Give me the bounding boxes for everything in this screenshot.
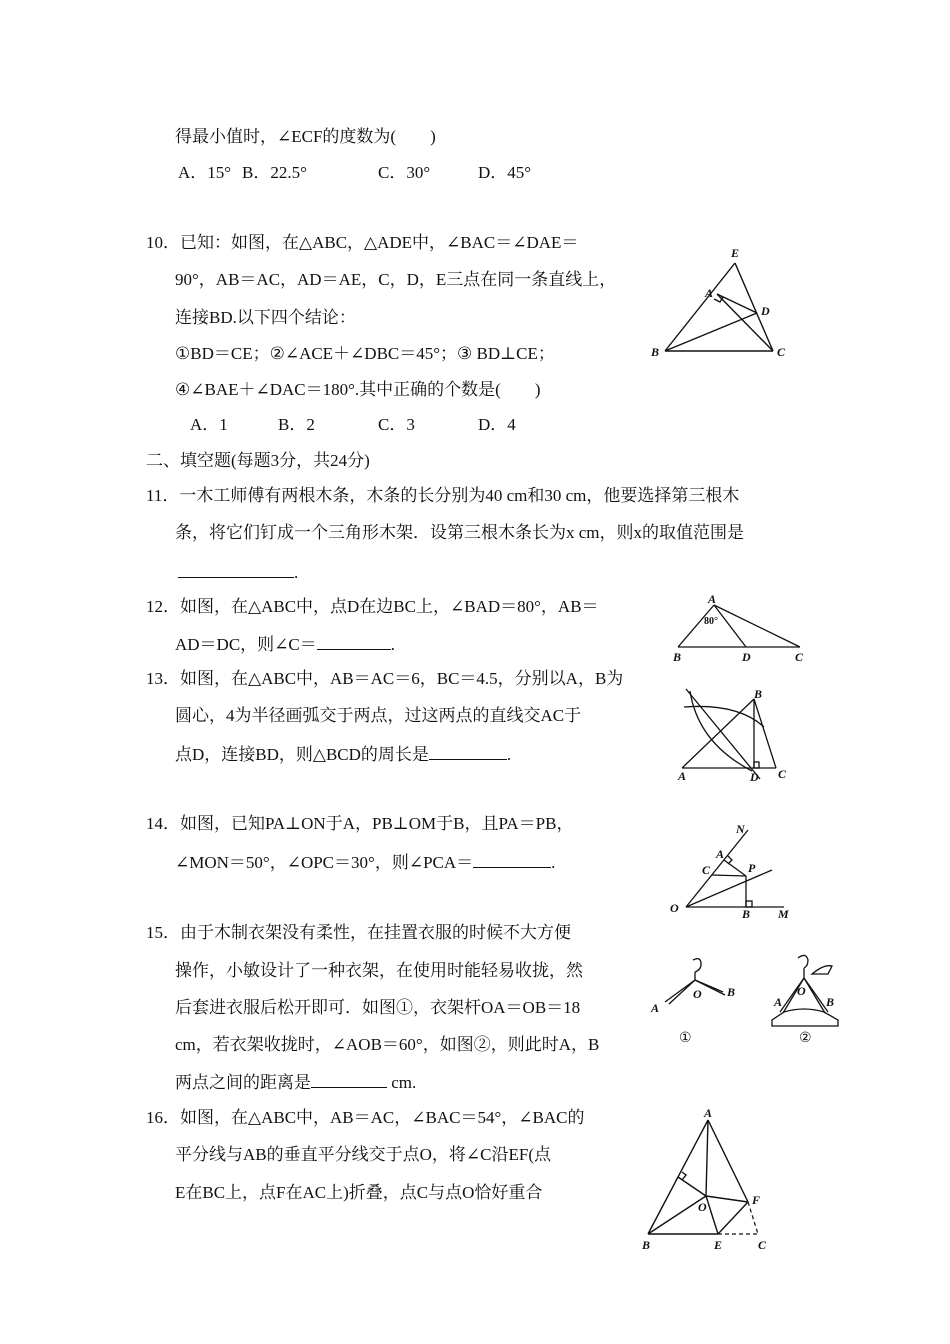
q14-label-p: P [748,861,756,875]
q9-option-c: C．30° [378,163,431,182]
q16-label-c: C [758,1238,767,1252]
q11-line-1: 11．一木工师傅有两根木条，木条的长分别为40 cm和30 cm，他要选择第三根木 [146,486,740,505]
q16-label-o: O [698,1200,707,1214]
q14-label-m: M [778,907,789,921]
q13-label-d: D [750,770,759,784]
q13-label-b: B [754,687,763,701]
q15-fig2-number: ② [799,1031,812,1046]
q12-figure [668,593,810,665]
q15-line-4: cm，若衣架收拢时，∠AOB＝60°，如图②，则此时A，B [175,1035,600,1054]
q12-label-b: B [673,650,682,664]
q15-end: cm. [387,1073,417,1092]
q14-label-a: A [716,847,725,861]
q13-figure [668,683,798,785]
q15-fig1-label-b: B [727,985,736,999]
q15-figure-1 [645,952,745,1052]
q12-answer-blank[interactable] [317,633,391,650]
q11-line-2: 条，将它们钉成一个三角形木架．设第三根木条长为x cm，则x的取值范围是 [175,523,745,542]
q9-option-a: A．15° [178,163,232,182]
q15-fig2-label-o: O [797,984,806,998]
q15-answer-blank[interactable] [311,1071,387,1088]
q12-end: . [390,635,396,654]
q16-label-a: A [704,1106,713,1120]
q9-option-b: B．22.5° [242,163,307,182]
q12-line-2-text: AD＝DC，则∠C＝ [175,635,317,654]
q9-option-d: D．45° [478,163,532,182]
q16-label-b: B [642,1238,651,1252]
q15-line-1: 15．由于木制衣架没有柔性，在挂置衣服的时候不大方便 [146,923,571,942]
q14-label-c: C [702,863,711,877]
q16-label-e: E [714,1238,723,1252]
q15-line-5 [175,1071,416,1094]
q13-line-2: 圆心，4为半径画弧交于两点，过这两点的直线交AC于 [175,706,582,725]
q14-answer-blank[interactable] [473,851,551,868]
q16-line-1: 16．如图，在△ABC中，AB＝AC，∠BAC＝54°，∠BAC的 [146,1108,585,1127]
q15-fig1-label-a: A [651,1001,660,1015]
q12-label-c: C [795,650,804,664]
q11-answer-line [178,561,298,584]
q10-label-b: B [651,345,660,359]
q11-end: . [294,563,299,582]
q15-line-5-text: 两点之间的距离是 [175,1073,311,1092]
q14-line-2-text: ∠MON＝50°，∠OPC＝30°，则∠PCA＝ [175,853,474,872]
q14-label-n: N [736,822,745,836]
q10-label-d: D [761,304,770,318]
q15-fig1-number: ① [679,1031,692,1046]
q10-label-e: E [731,246,740,260]
q10-line-5: ④∠BAE＋∠DAC＝180°.其中正确的个数是( ) [175,380,541,399]
q10-line-4: ①BD＝CE；②∠ACE＋∠DBC＝45°；③ BD⊥CE； [175,344,555,363]
q16-line-3: E在BC上，点F在AC上)折叠，点C与点O恰好重合 [175,1183,543,1202]
q13-label-c: C [778,767,787,781]
q16-figure [636,1104,776,1254]
q15-fig1-label-o: O [693,987,702,1001]
q13-line-1: 13．如图，在△ABC中，AB＝AC＝6，BC＝4.5，分别以A，B为 [146,669,624,688]
q10-line-1: 10．已知：如图，在△ABC，△ADE中，∠BAC＝∠DAE＝ [146,233,579,252]
q10-label-a: A [705,286,714,300]
q10-figure [645,243,795,363]
q10-line-2: 90°，AB＝AC，AD＝AE，C，D，E三点在同一条直线上， [175,270,617,289]
q14-line-1: 14．如图，已知PA⊥ON于A，PB⊥OM于B，且PA＝PB， [146,814,574,833]
q13-line-3 [175,743,511,766]
q16-label-f: F [752,1193,761,1207]
q14-label-o: O [670,901,679,915]
q12-line-2 [175,633,395,656]
q15-fig2-label-b: B [826,995,835,1009]
q13-label-a: A [678,769,687,783]
q10-option-a: A．1 [190,415,228,434]
q14-figure [666,820,796,922]
q12-label-a: A [708,593,717,606]
section-2-title: 二、填空题(每题3分，共24分) [146,451,370,470]
q15-line-3: 后套进衣服后松开即可．如图①，衣架杆OA＝OB＝18 [175,998,581,1017]
q14-line-2 [175,851,555,874]
q12-line-1: 12．如图，在△ABC中，点D在边BC上，∠BAD＝80°，AB＝ [146,597,599,616]
q16-line-2: 平分线与AB的垂直平分线交于点O，将∠C沿EF(点 [175,1145,551,1164]
q12-label-d: D [742,650,751,664]
q15-figure-2 [764,950,850,1050]
q12-label-angle: 80° [704,616,718,627]
q15-fig2-label-a: A [774,995,783,1009]
q14-end: . [551,853,556,872]
q10-label-c: C [777,345,786,359]
q10-option-b: B．2 [278,415,315,434]
q13-answer-blank[interactable] [429,743,507,760]
q10-line-3: 连接BD.以下四个结论： [175,308,356,327]
q11-answer-blank[interactable] [178,561,294,578]
q14-label-b: B [742,907,751,921]
q9-text-line: 得最小值时，∠ECF的度数为( ) [175,127,436,146]
q13-end: . [506,745,512,764]
q13-line-3-text: 点D，连接BD，则△BCD的周长是 [175,745,429,764]
q10-option-d: D．4 [478,415,516,434]
q15-line-2: 操作，小敏设计了一种衣架，在使用时能轻易收拢，然 [175,961,583,980]
q10-option-c: C．3 [378,415,415,434]
